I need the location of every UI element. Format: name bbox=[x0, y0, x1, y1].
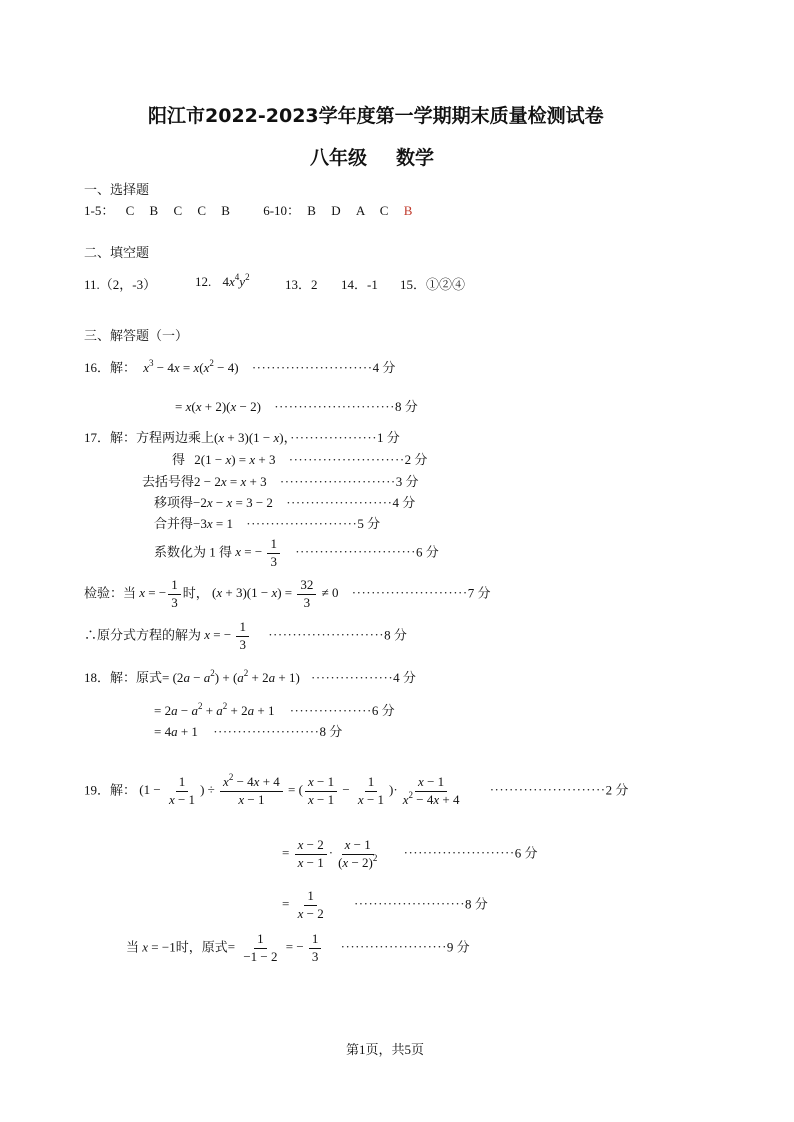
q18-line-1 bbox=[84, 668, 416, 685]
q19-dots-1: ························ bbox=[489, 782, 606, 798]
q17-step-2-expr: 2(1 − x) = x + 3 bbox=[194, 452, 276, 467]
q17-dots-7: ························ bbox=[351, 585, 468, 601]
q19-score-4: 9 分 bbox=[446, 939, 470, 955]
choice-answer-2: B bbox=[149, 203, 159, 218]
q17-score-1: 1 分 bbox=[377, 430, 400, 445]
q17-dots-3: ························ bbox=[279, 474, 396, 489]
q19-label: 19．解： bbox=[84, 782, 137, 798]
q19-when-mid: 时，原式 bbox=[175, 939, 228, 955]
q17-check-line bbox=[84, 578, 490, 611]
q19-step-3: = $\frac{1}{x - 2}$ bbox=[282, 888, 324, 921]
q17-step-6-text: 系数化为 1 得 bbox=[154, 544, 233, 560]
q18-dots-2: ················· bbox=[289, 703, 372, 718]
q18-score-3: 8 分 bbox=[319, 724, 343, 739]
section-solve-heading: 三、解答题（一） bbox=[84, 328, 189, 343]
q16-label: 16．解： bbox=[84, 360, 137, 375]
q17-step-3-expr: 2 − 2x = x + 3 bbox=[194, 474, 267, 489]
fill-q14: 14．-1 bbox=[341, 277, 378, 292]
q17-conclusion-text: ∴原分式方程的解为 bbox=[84, 627, 202, 643]
q17-check-when: 时， bbox=[182, 585, 209, 601]
choice-answer-10: B bbox=[403, 203, 413, 218]
q17-step-4-expr: −2x − x = 3 − 2 bbox=[193, 495, 273, 510]
q18-label: 18．解：原式 bbox=[84, 670, 163, 685]
choice-answer-8: A bbox=[355, 203, 365, 218]
q17-label: 17．解： bbox=[84, 430, 137, 445]
q17-step-5-text: 合并得 bbox=[154, 516, 194, 531]
q16-step-2: = x(x + 2)(x − 2) bbox=[175, 399, 261, 414]
q17-score-8: 8 分 bbox=[384, 627, 407, 643]
q16-step-1: $x^3 - 4x = x(x^2 - 4)$ bbox=[143, 358, 239, 375]
choice-answer-4: C bbox=[197, 203, 207, 218]
q18-score-1: 4 分 bbox=[393, 670, 416, 685]
q19-dots-3: ······················· bbox=[353, 896, 466, 912]
choice-answer-3: C bbox=[173, 203, 183, 218]
q19-step-2: = $\frac{x - 2}{x - 1}$ · $\frac{x - 1}{(x - 2)^2}$ bbox=[282, 837, 378, 870]
section-fill-heading: 二、填空题 bbox=[84, 245, 150, 260]
choice-range-1: 1-5： bbox=[84, 203, 115, 218]
q19-line-2 bbox=[282, 838, 537, 871]
q18-line-3 bbox=[154, 725, 342, 738]
q17-check-expr: (x + 3)(1 − x) = $\frac{32}{3}$ ≠ 0 bbox=[211, 577, 339, 610]
q18-step-3: = 4a + 1 bbox=[154, 724, 198, 739]
q16-dots-2: ························· bbox=[274, 399, 395, 414]
q19-step-4: = $\frac{1}{-1 - 2}$ = − $\frac{1}{3}$ bbox=[228, 939, 324, 954]
q17-step-1-text: 方程两边乘上 bbox=[136, 430, 215, 445]
fill-q15: 15．①②④ bbox=[400, 277, 466, 292]
q17-conclusion-expr: x = − $\frac{1}{3}$ bbox=[204, 627, 251, 642]
page-footer: 第1页，共5页 bbox=[346, 1042, 425, 1057]
q17-check-x: x = − $\frac{1}{3}$ bbox=[139, 585, 182, 600]
q17-score-3: 3 分 bbox=[395, 474, 419, 489]
q19-dots-4: ······················ bbox=[340, 939, 447, 955]
q17-conclusion-line bbox=[84, 620, 407, 653]
q17-score-4: 4 分 bbox=[392, 495, 416, 510]
q17-score-2: 2 分 bbox=[404, 452, 428, 467]
q17-score-6: 6 分 bbox=[415, 544, 439, 560]
q16-line-2 bbox=[175, 400, 418, 413]
q16-score-1: 4 分 bbox=[372, 360, 396, 375]
q19-score-1: 2 分 bbox=[605, 782, 629, 798]
q17-step-6-expr: x = − $\frac{1}{3}$ bbox=[235, 544, 282, 559]
q18-step-1: = $(2a - a^2) + (a^2 + 2a + 1)$ bbox=[162, 668, 300, 685]
choice-answer-7: D bbox=[331, 203, 341, 218]
q17-step-4-text: 移项得 bbox=[154, 495, 194, 510]
grade-label: 八年级 bbox=[310, 147, 368, 169]
q19-step-1: (1 − $\frac{1}{x - 1}$ ) ÷ $\frac{x^2 - 4x + 4}{x - 1}$ = ( $\frac{x - 1}{x - 1}$ − $\frac{1}{x - 1}$ )· $\frac{x - 1}{x^2 - 4x + 4}$ bbox=[139, 772, 460, 807]
q19-when-text: 当 bbox=[126, 939, 140, 955]
q16-line-1 bbox=[84, 358, 396, 375]
q17-line-1 bbox=[84, 431, 400, 444]
q19-line-4 bbox=[126, 932, 470, 965]
q17-dots-6: ························· bbox=[295, 544, 416, 560]
q17-check-text: 检验：当 bbox=[84, 585, 137, 601]
q17-line-2 bbox=[172, 453, 427, 466]
q17-score-7: 7 分 bbox=[467, 585, 491, 601]
q16-dots-1: ························· bbox=[251, 360, 373, 375]
choice-answers-row bbox=[84, 204, 412, 217]
q17-line-5 bbox=[154, 517, 380, 530]
q17-step-1-expr: (x + 3)(1 − x)， bbox=[214, 430, 291, 445]
q17-dots-4: ······················ bbox=[286, 495, 393, 510]
q19-line-3 bbox=[282, 889, 488, 922]
choice-answer-9: C bbox=[379, 203, 389, 218]
subject-label: 数学 bbox=[396, 147, 435, 169]
q19-when-x: x = −1 bbox=[142, 939, 176, 955]
q17-score-5: 5 分 bbox=[357, 516, 381, 531]
fill-q12-expression: $4x^4y^2$ bbox=[222, 272, 250, 289]
fill-q11: 11.（2，-3） bbox=[84, 277, 157, 292]
choice-range-2: 6-10： bbox=[263, 203, 301, 218]
section-choice-heading: 一、选择题 bbox=[84, 182, 150, 197]
q17-dots-2: ························ bbox=[288, 452, 405, 467]
q18-score-2: 6 分 bbox=[371, 703, 395, 718]
fill-q13: 13．2 bbox=[285, 277, 318, 292]
q18-dots-1: ················· bbox=[311, 670, 394, 685]
q17-dots-1: ·················· bbox=[290, 430, 378, 445]
q17-line-6 bbox=[154, 537, 439, 570]
q17-line-3 bbox=[142, 475, 419, 488]
q17-step-2-text: 得 bbox=[172, 452, 186, 467]
choice-answer-1: C bbox=[125, 203, 135, 218]
q19-score-3: 8 分 bbox=[465, 896, 488, 912]
q19-line-1 bbox=[84, 772, 629, 808]
fill-q12 bbox=[195, 272, 250, 289]
q19-score-2: 6 分 bbox=[514, 845, 538, 861]
fill-q12-label: 12. bbox=[195, 274, 212, 289]
q17-dots-5: ······················· bbox=[246, 516, 358, 531]
q18-dots-3: ······················ bbox=[213, 724, 320, 739]
q16-score-2: 8 分 bbox=[394, 399, 418, 414]
choice-answer-6: B bbox=[307, 203, 316, 218]
q17-line-4 bbox=[154, 496, 415, 509]
q17-dots-8: ························ bbox=[268, 627, 385, 643]
q17-step-5-expr: −3x = 1 bbox=[193, 516, 233, 531]
choice-answer-5: B bbox=[221, 203, 230, 218]
page-title: 阳江市2022-2023学年度第一学期期末质量检测试卷 bbox=[148, 105, 604, 127]
q18-line-2 bbox=[154, 701, 395, 718]
q17-step-3-text: 去括号得 bbox=[142, 474, 195, 489]
q18-step-2: = $2a - a^2 + a^2 + 2a + 1$ bbox=[154, 701, 275, 718]
q19-dots-2: ······················· bbox=[403, 845, 515, 861]
